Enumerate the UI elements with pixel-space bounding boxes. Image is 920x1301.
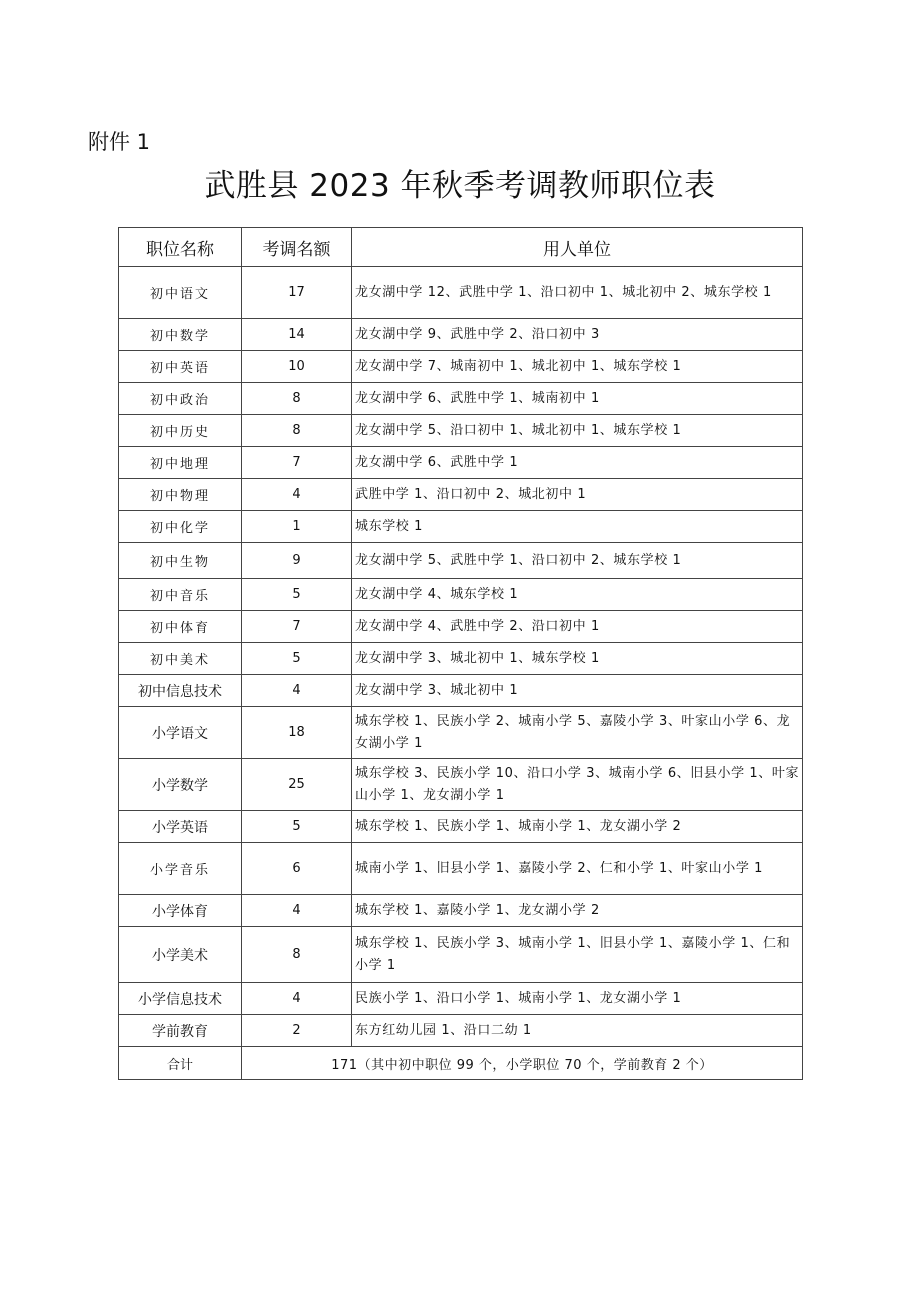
employer-units-cell: 龙女湖中学 6、武胜中学 1、城南初中 1 (352, 383, 803, 415)
position-name-cell: 小学英语 (119, 811, 242, 843)
table-row (119, 267, 803, 319)
position-name-cell: 小学美术 (119, 927, 242, 983)
position-name-cell: 初中信息技术 (119, 675, 242, 707)
employer-units-cell: 龙女湖中学 5、沿口初中 1、城北初中 1、城东学校 1 (352, 415, 803, 447)
table-row (119, 983, 803, 1015)
table-row (119, 927, 803, 983)
quota-count-cell: 7 (242, 611, 352, 643)
total-label: 合计 (119, 1047, 242, 1080)
quota-count-cell: 2 (242, 1015, 352, 1047)
position-name-cell: 初中化学 (119, 511, 242, 543)
table-header-row (119, 228, 803, 267)
position-name-cell: 初中语文 (119, 267, 242, 319)
employer-units-cell: 龙女湖中学 12、武胜中学 1、沿口初中 1、城北初中 2、城东学校 1 (352, 267, 803, 319)
position-name-cell: 初中美术 (119, 643, 242, 675)
position-name-cell: 小学音乐 (119, 843, 242, 895)
position-name-cell: 初中物理 (119, 479, 242, 511)
employer-units-cell: 东方红幼儿园 1、沿口二幼 1 (352, 1015, 803, 1047)
quota-count-cell: 4 (242, 479, 352, 511)
quota-count-cell: 8 (242, 927, 352, 983)
table-row (119, 643, 803, 675)
employer-units-cell: 龙女湖中学 3、城北初中 1、城东学校 1 (352, 643, 803, 675)
position-name-cell: 初中数学 (119, 319, 242, 351)
employer-units-cell: 龙女湖中学 7、城南初中 1、城北初中 1、城东学校 1 (352, 351, 803, 383)
table-row (119, 811, 803, 843)
table-row (119, 351, 803, 383)
employer-units-cell: 龙女湖中学 6、武胜中学 1 (352, 447, 803, 479)
position-name-cell: 小学体育 (119, 895, 242, 927)
employer-units-cell: 城东学校 1 (352, 511, 803, 543)
table-row (119, 707, 803, 759)
employer-units-cell: 城南小学 1、旧县小学 1、嘉陵小学 2、仁和小学 1、叶家山小学 1 (352, 843, 803, 895)
quota-count-cell: 4 (242, 983, 352, 1015)
position-name-cell: 初中音乐 (119, 579, 242, 611)
table-row (119, 543, 803, 579)
position-table (118, 227, 803, 1080)
quota-count-cell: 8 (242, 415, 352, 447)
employer-units-cell: 城东学校 3、民族小学 10、沿口小学 3、城南小学 6、旧县小学 1、叶家山小学 1、龙女湖小学 1 (352, 759, 803, 811)
table-row (119, 611, 803, 643)
quota-count-cell: 5 (242, 579, 352, 611)
quota-count-cell: 1 (242, 511, 352, 543)
position-name-cell: 初中政治 (119, 383, 242, 415)
employer-units-cell: 城东学校 1、民族小学 1、城南小学 1、龙女湖小学 2 (352, 811, 803, 843)
employer-units-cell: 民族小学 1、沿口小学 1、城南小学 1、龙女湖小学 1 (352, 983, 803, 1015)
position-name-cell: 初中英语 (119, 351, 242, 383)
table-row (119, 675, 803, 707)
employer-units-cell: 龙女湖中学 9、武胜中学 2、沿口初中 3 (352, 319, 803, 351)
quota-count-cell: 25 (242, 759, 352, 811)
table-row (119, 383, 803, 415)
quota-count-cell: 5 (242, 643, 352, 675)
quota-count-cell: 18 (242, 707, 352, 759)
position-name-cell: 小学信息技术 (119, 983, 242, 1015)
total-row (119, 1047, 803, 1080)
table-row (119, 1015, 803, 1047)
employer-units-cell: 武胜中学 1、沿口初中 2、城北初中 1 (352, 479, 803, 511)
table-row (119, 447, 803, 479)
total-value: 171（其中初中职位 99 个，小学职位 70 个，学前教育 2 个） (242, 1047, 803, 1080)
quota-count-cell: 7 (242, 447, 352, 479)
quota-count-cell: 4 (242, 675, 352, 707)
table-row (119, 319, 803, 351)
position-name-cell: 小学语文 (119, 707, 242, 759)
quota-count-cell: 9 (242, 543, 352, 579)
quota-count-cell: 10 (242, 351, 352, 383)
position-name-cell: 初中历史 (119, 415, 242, 447)
employer-units-cell: 龙女湖中学 5、武胜中学 1、沿口初中 2、城东学校 1 (352, 543, 803, 579)
table-row (119, 759, 803, 811)
position-name-cell: 初中地理 (119, 447, 242, 479)
employer-units-cell: 城东学校 1、民族小学 3、城南小学 1、旧县小学 1、嘉陵小学 1、仁和小学 1 (352, 927, 803, 983)
column-header-position: 职位名称 (119, 228, 242, 267)
table-row (119, 479, 803, 511)
table-row (119, 895, 803, 927)
quota-count-cell: 17 (242, 267, 352, 319)
attachment-label: 附件 1 (88, 130, 151, 154)
table-row (119, 511, 803, 543)
position-name-cell: 初中体育 (119, 611, 242, 643)
employer-units-cell: 城东学校 1、嘉陵小学 1、龙女湖小学 2 (352, 895, 803, 927)
quota-count-cell: 14 (242, 319, 352, 351)
position-name-cell: 学前教育 (119, 1015, 242, 1047)
table-row (119, 579, 803, 611)
quota-count-cell: 5 (242, 811, 352, 843)
table-row (119, 415, 803, 447)
quota-count-cell: 6 (242, 843, 352, 895)
employer-units-cell: 龙女湖中学 4、武胜中学 2、沿口初中 1 (352, 611, 803, 643)
position-name-cell: 小学数学 (119, 759, 242, 811)
employer-units-cell: 龙女湖中学 3、城北初中 1 (352, 675, 803, 707)
document-title: 武胜县 2023 年秋季考调教师职位表 (204, 168, 716, 204)
position-name-cell: 初中生物 (119, 543, 242, 579)
column-header-units: 用人单位 (352, 228, 803, 267)
table-row (119, 843, 803, 895)
quota-count-cell: 8 (242, 383, 352, 415)
employer-units-cell: 龙女湖中学 4、城东学校 1 (352, 579, 803, 611)
employer-units-cell: 城东学校 1、民族小学 2、城南小学 5、嘉陵小学 3、叶家山小学 6、龙女湖小学 1 (352, 707, 803, 759)
column-header-count: 考调名额 (242, 228, 352, 267)
quota-count-cell: 4 (242, 895, 352, 927)
